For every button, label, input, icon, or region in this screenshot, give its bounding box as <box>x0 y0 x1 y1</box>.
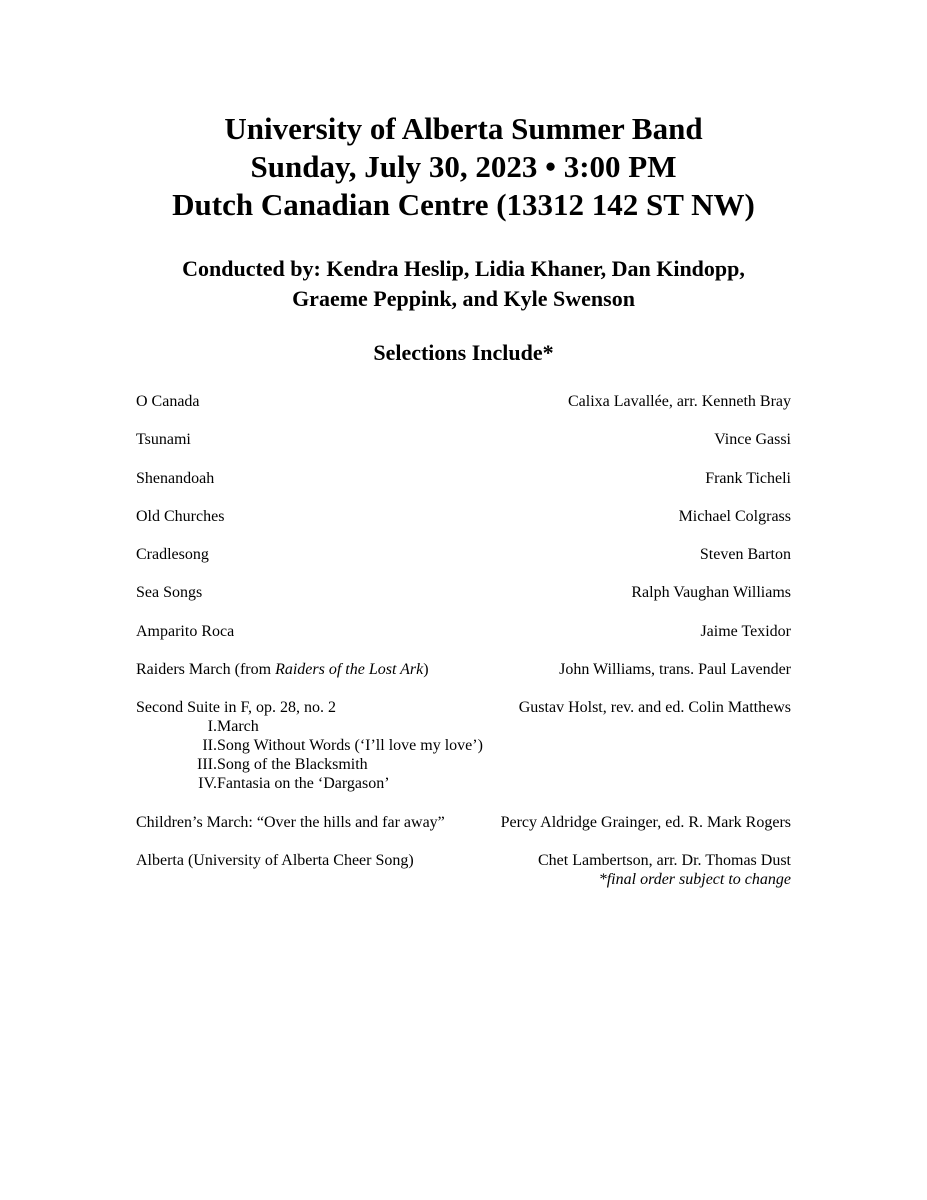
conductors-block <box>0 254 927 314</box>
piece-title-prefix: Raiders March (from <box>136 661 276 679</box>
suite-movements <box>136 717 791 793</box>
movement-item <box>136 736 791 755</box>
composer-name: Ralph Vaughan Williams <box>631 584 791 602</box>
piece-title: Second Suite in F, op. 28, no. 2 <box>136 699 337 717</box>
piece-title: Alberta (University of Alberta Cheer Song) <box>136 851 414 869</box>
piece-title <box>136 660 429 679</box>
composer-name: John Williams, trans. Paul Lavender <box>559 661 791 679</box>
program-row <box>136 583 791 602</box>
composer-name: Percy Aldridge Grainger, ed. R. Mark Rogers <box>500 813 791 831</box>
piece-title: Cradlesong <box>136 546 209 564</box>
conductors-line-1: Conducted by: Kendra Heslip, Lidia Khaner, Dan Kindopp, <box>182 256 745 281</box>
program-row <box>136 469 791 488</box>
footnote <box>136 870 791 889</box>
conductors-line-2: Graeme Peppink, and Kyle Swenson <box>292 286 635 311</box>
footnote-text: *final order subject to change <box>598 870 791 888</box>
concert-title: University of Alberta Summer Band <box>224 111 703 146</box>
movement-item <box>136 717 791 736</box>
program-list <box>136 392 791 889</box>
program-row <box>136 698 791 717</box>
concert-title-block <box>0 110 927 224</box>
piece-title: Sea Songs <box>136 584 203 602</box>
movement-item <box>136 774 791 793</box>
program-row <box>136 392 791 411</box>
movement-title: March <box>217 718 259 736</box>
composer-name: Steven Barton <box>699 546 791 564</box>
movement-number: II. <box>202 737 217 755</box>
piece-title-suffix: ) <box>423 661 429 679</box>
composer-name: Gustav Holst, rev. and ed. Colin Matthews <box>518 699 791 717</box>
piece-title-italic: Raiders of the Lost Ark <box>275 661 424 679</box>
program-row <box>136 430 791 449</box>
program-row <box>136 851 791 870</box>
concert-date-time: Sunday, July 30, 2023 • 3:00 PM <box>250 149 677 184</box>
selections-heading: Selections Include* <box>373 340 554 365</box>
program-row <box>136 507 791 526</box>
program-row <box>136 813 791 832</box>
movement-title: Fantasia on the ‘Dargason’ <box>217 775 390 793</box>
movement-number: IV. <box>198 775 217 793</box>
program-row <box>136 545 791 564</box>
movement-number: I. <box>207 718 217 736</box>
piece-title: Amparito Roca <box>136 622 235 640</box>
composer-name: Jaime Texidor <box>700 622 791 640</box>
program-row <box>136 622 791 641</box>
movement-title: Song Without Words (‘I’ll love my love’) <box>217 737 483 755</box>
piece-title: Shenandoah <box>136 469 215 487</box>
movement-title: Song of the Blacksmith <box>217 756 368 774</box>
piece-title: Tsunami <box>136 431 191 449</box>
program-row <box>136 660 791 679</box>
movement-number: III. <box>197 756 217 774</box>
movement-item <box>136 755 791 774</box>
piece-title: Old Churches <box>136 507 225 525</box>
concert-venue: Dutch Canadian Centre (13312 142 ST NW) <box>172 187 755 222</box>
composer-name: Frank Ticheli <box>705 469 791 487</box>
piece-title: Children’s March: “Over the hills and far away” <box>136 813 445 831</box>
piece-title: O Canada <box>136 393 200 410</box>
composer-name: Calixa Lavallée, arr. Kenneth Bray <box>567 393 791 410</box>
composer-name: Chet Lambertson, arr. Dr. Thomas Dust <box>538 851 791 869</box>
composer-name: Michael Colgrass <box>678 507 791 525</box>
composer-name: Vince Gassi <box>714 431 791 449</box>
